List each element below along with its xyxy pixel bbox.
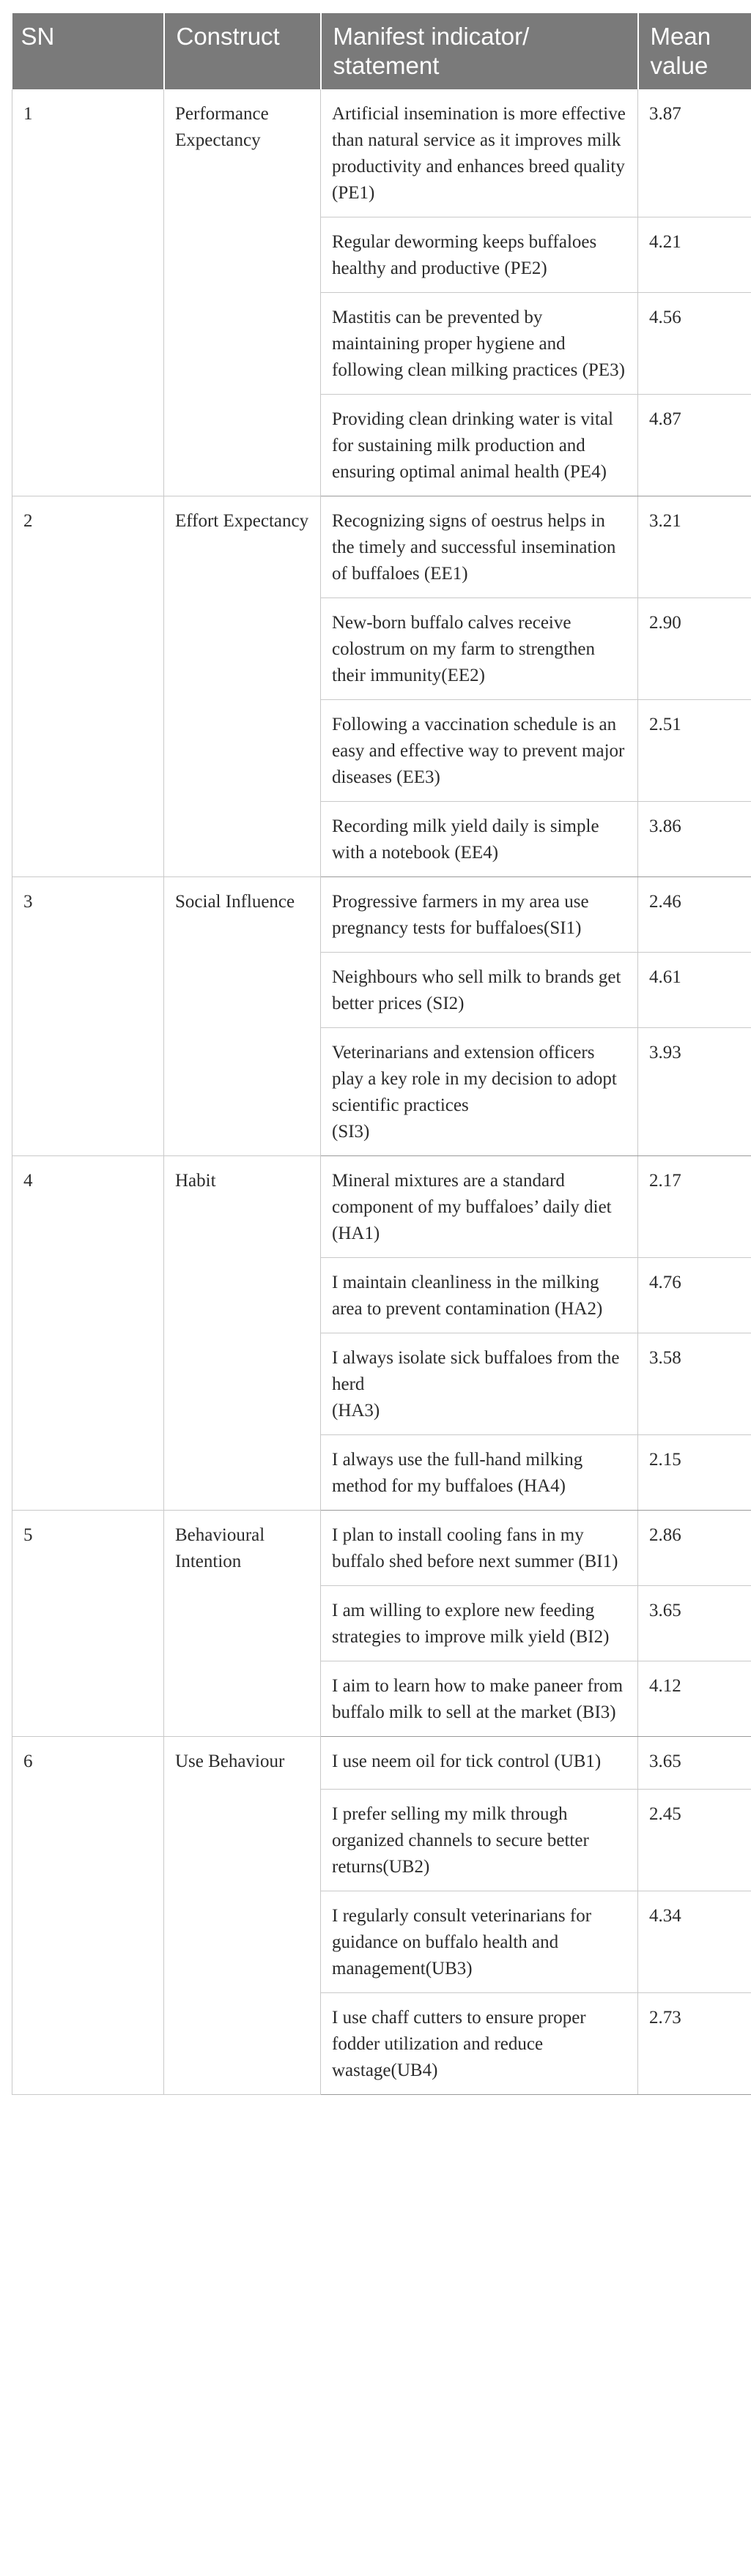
mean-value-cell: 2.46 [638, 877, 751, 953]
statement-cell: I plan to install cooling fans in my buffalo shed before next summer (BI1) [321, 1511, 638, 1586]
statement-cell: I use neem oil for tick control (UB1) [321, 1737, 638, 1790]
statement-cell: I prefer selling my milk through organized channels to secure better returns(UB2) [321, 1790, 638, 1891]
statement-cell: Recording milk yield daily is simple with a notebook (EE4) [321, 802, 638, 877]
sn-cell: 5 [12, 1511, 164, 1737]
statement-cell: I always use the full-hand milking method for my buffaloes (HA4) [321, 1435, 638, 1511]
table-body [12, 89, 751, 2095]
statement-cell: Veterinarians and extension officers play a key role in my decision to adopt scientific practices (SI3) [321, 1028, 638, 1156]
header-construct: Construct [164, 13, 321, 89]
sn-cell: 6 [12, 1737, 164, 2095]
table-row [12, 1511, 751, 1586]
mean-value-cell: 3.21 [638, 496, 751, 598]
statement-cell: Artificial insemination is more effective than natural service as it improves milk productivity and enhances breed quality (PE1) [321, 89, 638, 217]
construct-cell: Effort Expectancy [164, 496, 321, 877]
table-row [12, 1156, 751, 1258]
statement-cell: I use chaff cutters to ensure proper fodder utilization and reduce wastage(UB4) [321, 1993, 638, 2095]
mean-value-cell: 2.45 [638, 1790, 751, 1891]
mean-value-cell: 4.76 [638, 1258, 751, 1333]
mean-value-cell: 3.87 [638, 89, 751, 217]
construct-cell: Social Influence [164, 877, 321, 1156]
table-row [12, 89, 751, 217]
table-row [12, 496, 751, 598]
statement-cell: I aim to learn how to make paneer from buffalo milk to sell at the market (BI3) [321, 1661, 638, 1737]
statement-cell: I always isolate sick buffaloes from the herd (HA3) [321, 1333, 638, 1435]
mean-value-cell: 4.61 [638, 953, 751, 1028]
mean-value-cell: 3.65 [638, 1737, 751, 1790]
statement-cell: Mineral mixtures are a standard component of my buffaloes’ daily diet (HA1) [321, 1156, 638, 1258]
mean-value-cell: 4.21 [638, 217, 751, 293]
header-sn: SN [12, 13, 164, 89]
construct-cell: Performance Expectancy [164, 89, 321, 496]
mean-value-cell: 3.86 [638, 802, 751, 877]
mean-value-cell: 2.51 [638, 700, 751, 802]
table-row [12, 877, 751, 953]
mean-value-cell: 4.12 [638, 1661, 751, 1737]
header-indicator: Manifest indicator/ statement [321, 13, 638, 89]
statement-cell: I regularly consult veterinarians for guidance on buffalo health and management(UB3) [321, 1891, 638, 1993]
mean-value-cell: 4.56 [638, 293, 751, 395]
indicator-table [12, 13, 751, 2095]
statement-cell: Mastitis can be prevented by maintaining proper hygiene and following clean milking practices (PE3) [321, 293, 638, 395]
mean-value-cell: 3.58 [638, 1333, 751, 1435]
statement-cell: I maintain cleanliness in the milking area to prevent contamination (HA2) [321, 1258, 638, 1333]
mean-value-cell: 2.73 [638, 1993, 751, 2095]
mean-value-cell: 4.87 [638, 395, 751, 496]
sn-cell: 1 [12, 89, 164, 496]
statement-cell: Providing clean drinking water is vital for sustaining milk production and ensuring optimal animal health (PE4) [321, 395, 638, 496]
construct-cell: Behavioural Intention [164, 1511, 321, 1737]
mean-value-cell: 3.65 [638, 1586, 751, 1661]
mean-value-cell: 2.17 [638, 1156, 751, 1258]
statement-cell: New-born buffalo calves receive colostrum on my farm to strengthen their immunity(EE2) [321, 598, 638, 700]
statement-cell: Neighbours who sell milk to brands get better prices (SI2) [321, 953, 638, 1028]
sn-cell: 2 [12, 496, 164, 877]
header-mean: Mean value [638, 13, 751, 89]
mean-value-cell: 2.90 [638, 598, 751, 700]
mean-value-cell: 2.86 [638, 1511, 751, 1586]
mean-value-cell: 2.15 [638, 1435, 751, 1511]
table-row [12, 1737, 751, 1790]
sn-cell: 3 [12, 877, 164, 1156]
statement-cell: Progressive farmers in my area use pregnancy tests for buffaloes(SI1) [321, 877, 638, 953]
header-row [12, 13, 751, 89]
mean-value-cell: 3.93 [638, 1028, 751, 1156]
statement-cell: Following a vaccination schedule is an easy and effective way to prevent major diseases (EE3) [321, 700, 638, 802]
statement-cell: I am willing to explore new feeding strategies to improve milk yield (BI2) [321, 1586, 638, 1661]
construct-cell: Habit [164, 1156, 321, 1511]
construct-cell: Use Behaviour [164, 1737, 321, 2095]
sn-cell: 4 [12, 1156, 164, 1511]
mean-value-cell: 4.34 [638, 1891, 751, 1993]
statement-cell: Recognizing signs of oestrus helps in the timely and successful insemination of buffaloes (EE1) [321, 496, 638, 598]
statement-cell: Regular deworming keeps buffaloes healthy and productive (PE2) [321, 217, 638, 293]
